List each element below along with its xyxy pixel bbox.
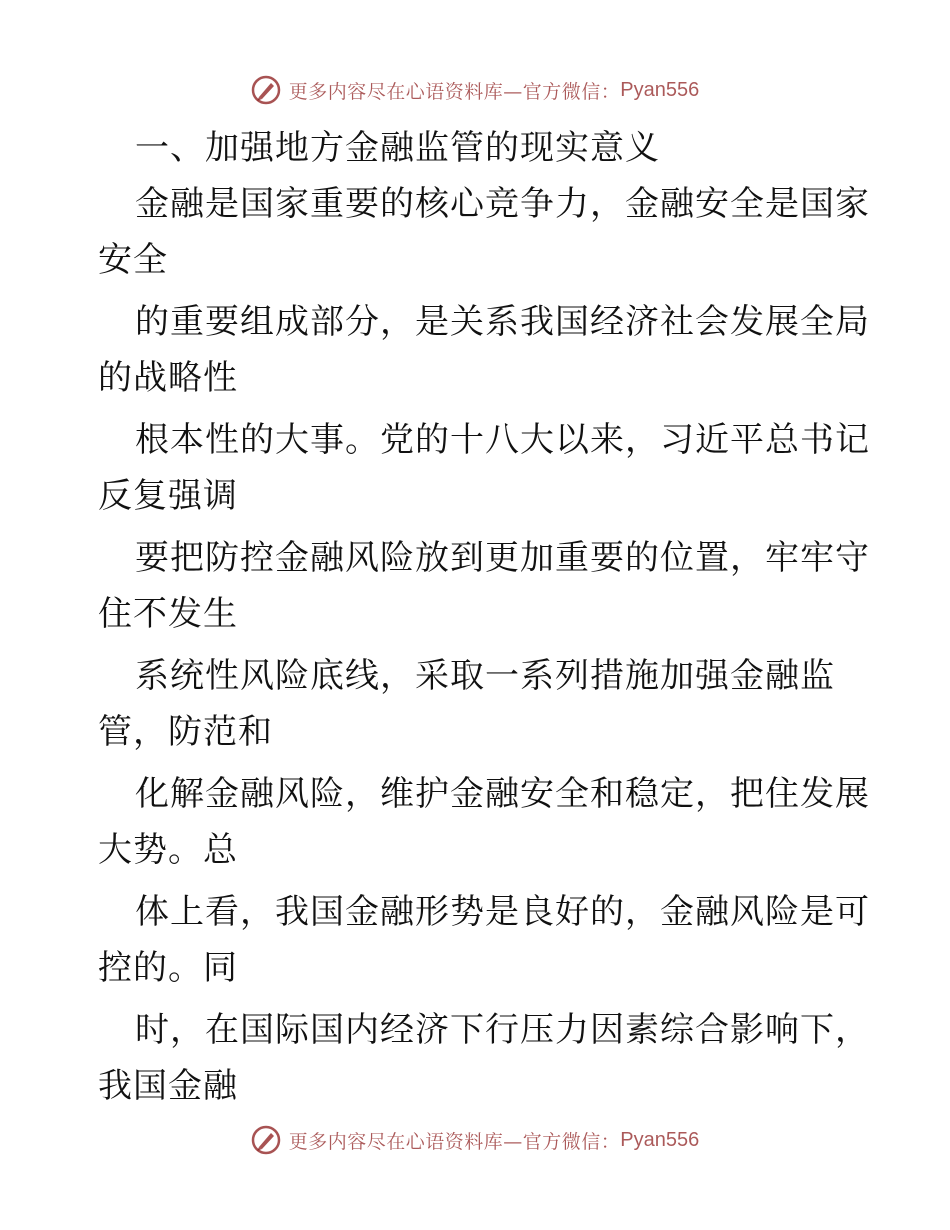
text-line: 大势。总 xyxy=(98,830,238,870)
text-line: 管，防范和 xyxy=(98,712,273,752)
text-line: 我国金融 xyxy=(98,1066,238,1106)
footer-slogan: 更多内容尽在心语资料库—官方微信： xyxy=(288,1130,621,1153)
text-line: 要把防控金融风险放到更加重要的位置，牢牢守 xyxy=(135,538,870,578)
text-line: 金融是国家重要的核心竞争力，金融安全是国家 xyxy=(135,184,870,224)
text-line: 系统性风险底线，采取一系列措施加强金融监 xyxy=(135,656,835,696)
header-slogan: 更多内容尽在心语资料库—官方微信： xyxy=(288,80,621,103)
footer-watermark-banner xyxy=(0,1120,950,1160)
header-watermark-banner xyxy=(0,70,950,110)
footer-wechat-id: Pyan556 xyxy=(620,1128,700,1151)
pen-logo-icon xyxy=(251,75,281,105)
pen-logo-icon xyxy=(251,1125,281,1155)
text-line: 控的。同 xyxy=(98,948,238,988)
text-line: 的战略性 xyxy=(98,358,238,398)
text-line: 化解金融风险，维护金融安全和稳定，把住发展 xyxy=(135,774,870,814)
text-line: 住不发生 xyxy=(98,594,238,634)
text-line: 根本性的大事。党的十八大以来，习近平总书记 xyxy=(135,420,870,460)
header-wechat-id: Pyan556 xyxy=(620,78,700,101)
text-line: 的重要组成部分，是关系我国经济社会发展全局 xyxy=(135,302,870,342)
text-line: 安全 xyxy=(98,240,168,280)
text-line: 时，在国际国内经济下行压力因素综合影响下， xyxy=(135,1010,870,1050)
text-line: 体上看，我国金融形势是良好的，金融风险是可 xyxy=(135,892,870,932)
text-line: 反复强调 xyxy=(98,476,238,516)
section-heading: 一、加强地方金融监管的现实意义 xyxy=(135,128,660,168)
